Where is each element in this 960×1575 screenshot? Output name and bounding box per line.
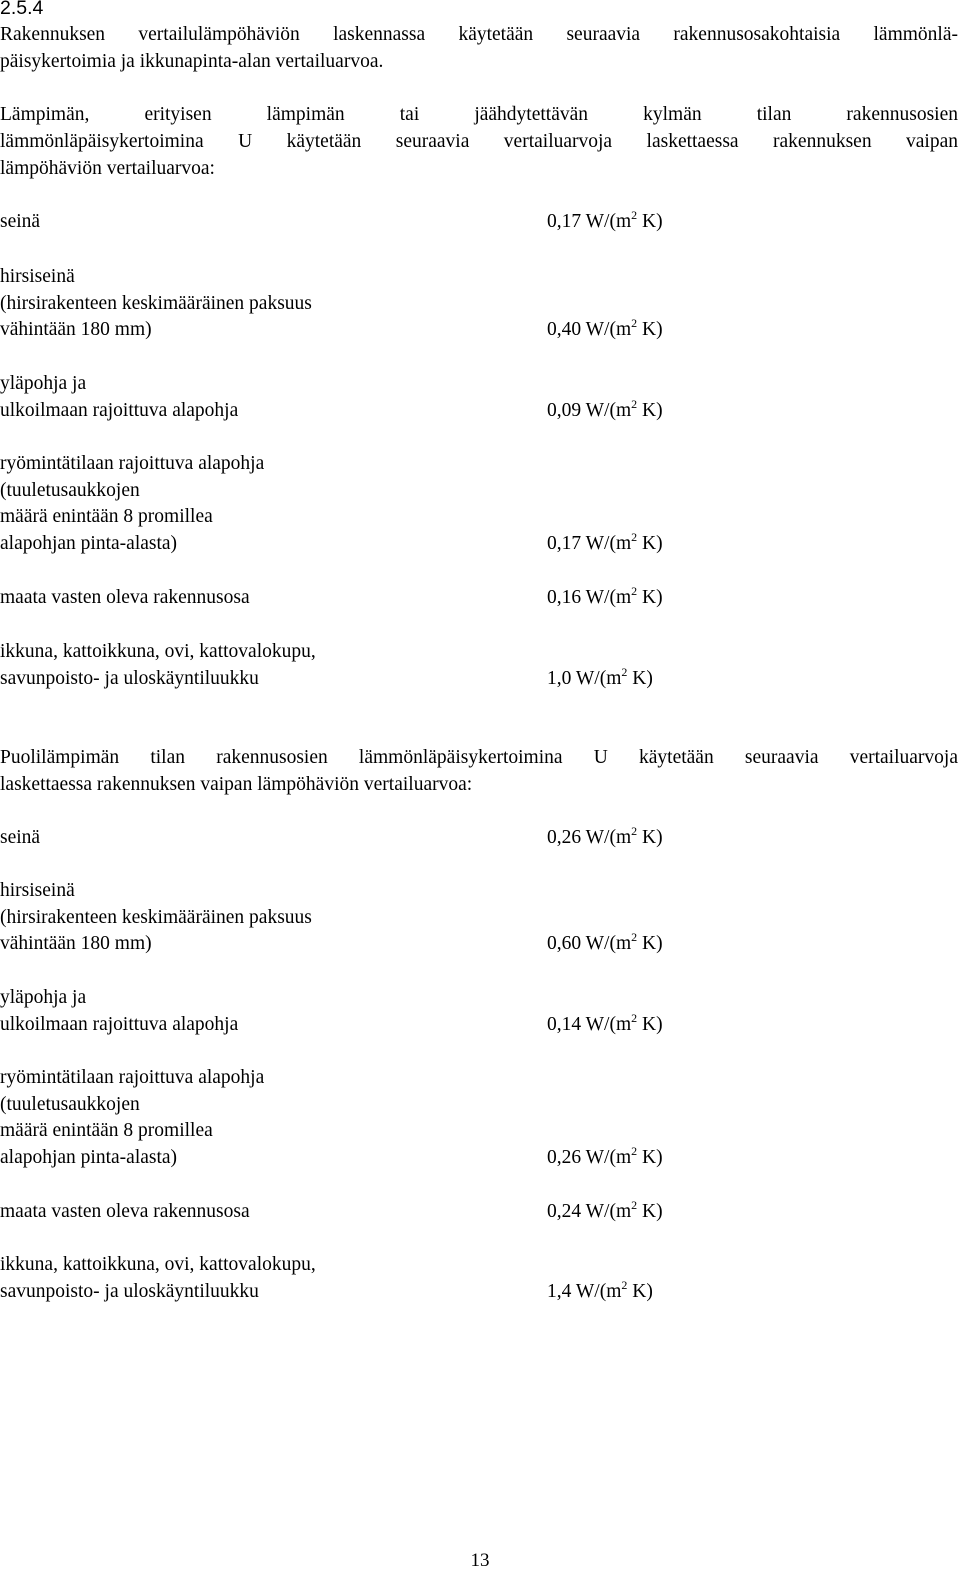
- warm-row-log-wall-label: hirsiseinä (hirsirakenteen keskimääräinen paksuus vähintään 180 mm): [0, 266, 312, 340]
- semiwarm-row-wall-value: 0,26 $W/(m^2$ K): [547, 823, 663, 848]
- warm-row-wall-label: seinä: [0, 211, 41, 232]
- warm-paragraph-line-2: lämmönläpäisykertoimina U käytetään seuraavia vertailuarvoja laskettaessa rakennuksen vaipan: [0, 131, 958, 152]
- semiwarm-paragraph-line-1: Puolilämpimän tilan rakennusosien lämmönläpäisykertoimina U käytetään seuraavia vertailuarvoja: [0, 747, 958, 768]
- warm-row-log-wall-value: 0,40 $W/(m^2$ K): [547, 315, 663, 340]
- page-number: 13: [470, 1550, 490, 1571]
- warm-row-window-value: 1,0 $W/(m^2$ K): [547, 664, 653, 689]
- semiwarm-row-ground-label: maata vasten oleva rakennusosa: [0, 1201, 250, 1222]
- warm-row-window-label: ikkuna, kattoikkuna, ovi, kattovalokupu, savunpoisto- ja uloskäyntiluukku: [0, 641, 316, 689]
- warm-row-roof-value: 0,09 $W/(m^2$ K): [547, 396, 663, 421]
- warm-row-roof-label: yläpohja ja ulkoilmaan rajoittuva alapohja: [0, 373, 239, 421]
- semiwarm-row-log-wall-label: hirsiseinä (hirsirakenteen keskimääräinen paksuus vähintään 180 mm): [0, 880, 312, 954]
- semiwarm-paragraph-line-2: laskettaessa rakennuksen vaipan lämpöhäviön vertailuarvoa:: [0, 774, 473, 795]
- warm-row-ground-label: maata vasten oleva rakennusosa: [0, 587, 250, 608]
- semiwarm-row-window-label: ikkuna, kattoikkuna, ovi, kattovalokupu, savunpoisto- ja uloskäyntiluukku: [0, 1254, 316, 1302]
- semiwarm-row-log-wall-value: 0,60 $W/(m^2$ K): [547, 929, 663, 954]
- warm-row-crawlspace-label: ryömintätilaan rajoittuva alapohja (tuuletusaukkojen määrä enintään 8 promillea alapohjan pinta-alasta): [0, 453, 265, 554]
- warm-row-crawlspace-value: 0,17 $W/(m^2$ K): [547, 529, 663, 554]
- warm-row-ground-value: 0,16 $W/(m^2$ K): [547, 583, 663, 608]
- semiwarm-row-roof-value: 0,14 $W/(m^2$ K): [547, 1010, 663, 1035]
- section-number: 2.5.4: [0, 0, 44, 19]
- intro-line-1: Rakennuksen vertailulämpöhäviön laskennassa käytetään seuraavia rakennusosakohtaisia lämmönlä-: [0, 24, 958, 45]
- warm-paragraph-line-3: lämpöhäviön vertailuarvoa:: [0, 158, 215, 179]
- semiwarm-row-crawlspace-label: ryömintätilaan rajoittuva alapohja (tuuletusaukkojen määrä enintään 8 promillea alapohjan pinta-alasta): [0, 1067, 265, 1168]
- semiwarm-row-window-value: 1,4 $W/(m^2$ K): [547, 1277, 653, 1302]
- warm-paragraph-line-1: Lämpimän, erityisen lämpimän tai jäähdytettävän kylmän tilan rakennusosien: [0, 104, 958, 125]
- semiwarm-row-ground-value: 0,24 $W/(m^2$ K): [547, 1197, 663, 1222]
- intro-line-2: päisykertoimia ja ikkunapinta-alan vertailuarvoa.: [0, 51, 384, 72]
- semiwarm-row-roof-label: yläpohja ja ulkoilmaan rajoittuva alapohja: [0, 987, 239, 1035]
- semiwarm-row-crawlspace-value: 0,26 $W/(m^2$ K): [547, 1143, 663, 1168]
- warm-row-wall-value: 0,17 $W/(m^2$ K): [547, 207, 663, 232]
- semiwarm-row-wall-label: seinä: [0, 827, 41, 848]
